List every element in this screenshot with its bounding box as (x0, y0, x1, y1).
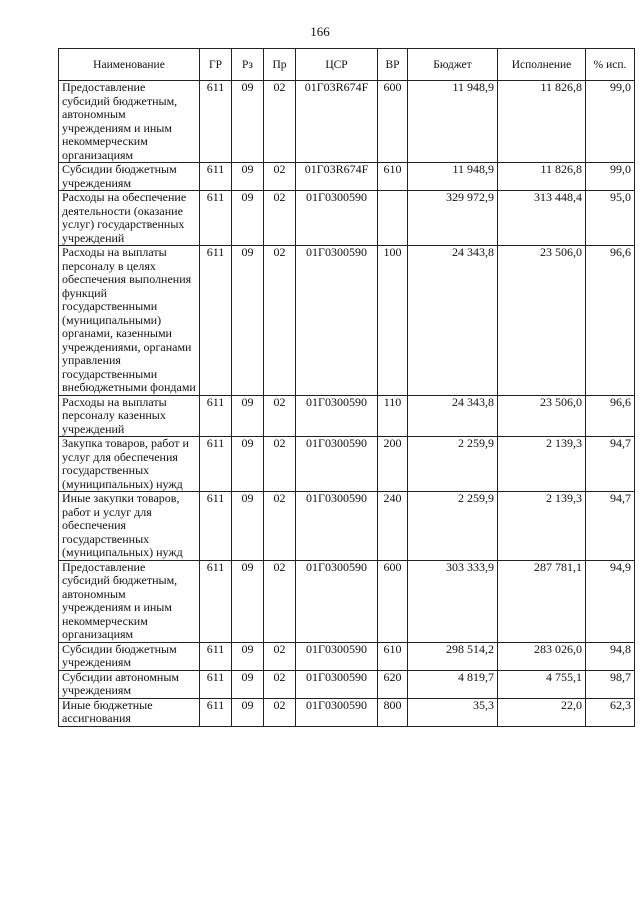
execution-cell: 313 448,4 (498, 191, 586, 246)
pr-cell: 02 (264, 670, 296, 698)
rz-cell: 09 (232, 642, 264, 670)
pr-cell: 02 (264, 81, 296, 163)
csr-cell: 01Г0300590 (296, 395, 378, 437)
table-row (59, 642, 635, 670)
header-name: Наименование (59, 49, 200, 81)
execution-cell: 23 506,0 (498, 246, 586, 396)
header-budget: Бюджет (408, 49, 498, 81)
pr-cell: 02 (264, 191, 296, 246)
name-cell: Иные бюджетные ассигнования (59, 698, 200, 726)
execution-cell: 11 826,8 (498, 163, 586, 191)
table-row (59, 191, 635, 246)
budget-cell: 24 343,8 (408, 246, 498, 396)
table-row (59, 81, 635, 163)
vr-cell: 200 (378, 437, 408, 492)
csr-cell: 01Г0300590 (296, 437, 378, 492)
percent-cell: 99,0 (586, 163, 635, 191)
budget-cell: 11 948,9 (408, 163, 498, 191)
table-row (59, 560, 635, 642)
gr-cell: 611 (200, 698, 232, 726)
header-vr: ВР (378, 49, 408, 81)
csr-cell: 01Г0300590 (296, 191, 378, 246)
header-pr: Пр (264, 49, 296, 81)
percent-cell: 98,7 (586, 670, 635, 698)
rz-cell: 09 (232, 81, 264, 163)
percent-cell: 96,6 (586, 246, 635, 396)
table-row (59, 698, 635, 726)
vr-cell: 100 (378, 246, 408, 396)
table-body (59, 81, 635, 727)
budget-cell: 298 514,2 (408, 642, 498, 670)
percent-cell: 96,6 (586, 395, 635, 437)
budget-cell: 303 333,9 (408, 560, 498, 642)
vr-cell: 600 (378, 560, 408, 642)
gr-cell: 611 (200, 437, 232, 492)
execution-cell: 22,0 (498, 698, 586, 726)
rz-cell: 09 (232, 163, 264, 191)
execution-cell: 283 026,0 (498, 642, 586, 670)
page-number: 166 (310, 24, 330, 39)
name-cell: Субсидии бюджетным учреждениям (59, 163, 200, 191)
rz-cell: 09 (232, 670, 264, 698)
gr-cell: 611 (200, 642, 232, 670)
name-cell: Расходы на выплаты персоналу в целях обеспечения выполнения функций государственными (муниципальными) органами, казенными учреждениями, органами управления государственными внебюджетными фондами (59, 246, 200, 396)
vr-cell (378, 191, 408, 246)
percent-cell: 94,9 (586, 560, 635, 642)
pr-cell: 02 (264, 560, 296, 642)
percent-cell: 62,3 (586, 698, 635, 726)
header-csr: ЦСР (296, 49, 378, 81)
name-cell: Расходы на выплаты персоналу казенных учреждений (59, 395, 200, 437)
budget-cell: 11 948,9 (408, 81, 498, 163)
vr-cell: 240 (378, 492, 408, 561)
gr-cell: 611 (200, 246, 232, 396)
pr-cell: 02 (264, 698, 296, 726)
header-rz: Рз (232, 49, 264, 81)
percent-cell: 94,8 (586, 642, 635, 670)
budget-cell: 35,3 (408, 698, 498, 726)
name-cell: Иные закупки товаров, работ и услуг для обеспечения государственных (муниципальных) нужд (59, 492, 200, 561)
gr-cell: 611 (200, 163, 232, 191)
table-header-row (59, 49, 635, 81)
budget-cell: 4 819,7 (408, 670, 498, 698)
gr-cell: 611 (200, 191, 232, 246)
name-cell: Предоставление субсидий бюджетным, автономным учреждениям и иным некоммерческим организациям (59, 81, 200, 163)
table-row (59, 492, 635, 561)
percent-cell: 99,0 (586, 81, 635, 163)
execution-cell: 23 506,0 (498, 395, 586, 437)
rz-cell: 09 (232, 395, 264, 437)
vr-cell: 610 (378, 163, 408, 191)
pr-cell: 02 (264, 395, 296, 437)
rz-cell: 09 (232, 246, 264, 396)
gr-cell: 611 (200, 670, 232, 698)
csr-cell: 01Г03R674F (296, 163, 378, 191)
rz-cell: 09 (232, 437, 264, 492)
csr-cell: 01Г0300590 (296, 670, 378, 698)
csr-cell: 01Г03R674F (296, 81, 378, 163)
execution-cell: 11 826,8 (498, 81, 586, 163)
vr-cell: 600 (378, 81, 408, 163)
rz-cell: 09 (232, 492, 264, 561)
table-row (59, 395, 635, 437)
execution-cell: 4 755,1 (498, 670, 586, 698)
table-row (59, 246, 635, 396)
gr-cell: 611 (200, 395, 232, 437)
name-cell: Расходы на обеспечение деятельности (оказание услуг) государственных учреждений (59, 191, 200, 246)
vr-cell: 610 (378, 642, 408, 670)
budget-cell: 2 259,9 (408, 492, 498, 561)
vr-cell: 110 (378, 395, 408, 437)
name-cell: Субсидии автономным учреждениям (59, 670, 200, 698)
percent-cell: 95,0 (586, 191, 635, 246)
header-execution: Исполнение (498, 49, 586, 81)
rz-cell: 09 (232, 560, 264, 642)
header-gr: ГР (200, 49, 232, 81)
budget-cell: 2 259,9 (408, 437, 498, 492)
budget-cell: 24 343,8 (408, 395, 498, 437)
budget-cell: 329 972,9 (408, 191, 498, 246)
gr-cell: 611 (200, 81, 232, 163)
pr-cell: 02 (264, 437, 296, 492)
gr-cell: 611 (200, 492, 232, 561)
csr-cell: 01Г0300590 (296, 560, 378, 642)
pr-cell: 02 (264, 642, 296, 670)
csr-cell: 01Г0300590 (296, 642, 378, 670)
vr-cell: 620 (378, 670, 408, 698)
table-row (59, 437, 635, 492)
pr-cell: 02 (264, 163, 296, 191)
vr-cell: 800 (378, 698, 408, 726)
rz-cell: 09 (232, 191, 264, 246)
csr-cell: 01Г0300590 (296, 246, 378, 396)
name-cell: Закупка товаров, работ и услуг для обеспечения государственных (муниципальных) нужд (59, 437, 200, 492)
gr-cell: 611 (200, 560, 232, 642)
execution-cell: 287 781,1 (498, 560, 586, 642)
percent-cell: 94,7 (586, 492, 635, 561)
table-row (59, 163, 635, 191)
budget-table (58, 48, 635, 727)
percent-cell: 94,7 (586, 437, 635, 492)
execution-cell: 2 139,3 (498, 437, 586, 492)
pr-cell: 02 (264, 246, 296, 396)
csr-cell: 01Г0300590 (296, 698, 378, 726)
pr-cell: 02 (264, 492, 296, 561)
table-row (59, 670, 635, 698)
rz-cell: 09 (232, 698, 264, 726)
name-cell: Предоставление субсидий бюджетным, автономным учреждениям и иным некоммерческим организациям (59, 560, 200, 642)
csr-cell: 01Г0300590 (296, 492, 378, 561)
name-cell: Субсидии бюджетным учреждениям (59, 642, 200, 670)
execution-cell: 2 139,3 (498, 492, 586, 561)
header-percent: % исп. (586, 49, 635, 81)
